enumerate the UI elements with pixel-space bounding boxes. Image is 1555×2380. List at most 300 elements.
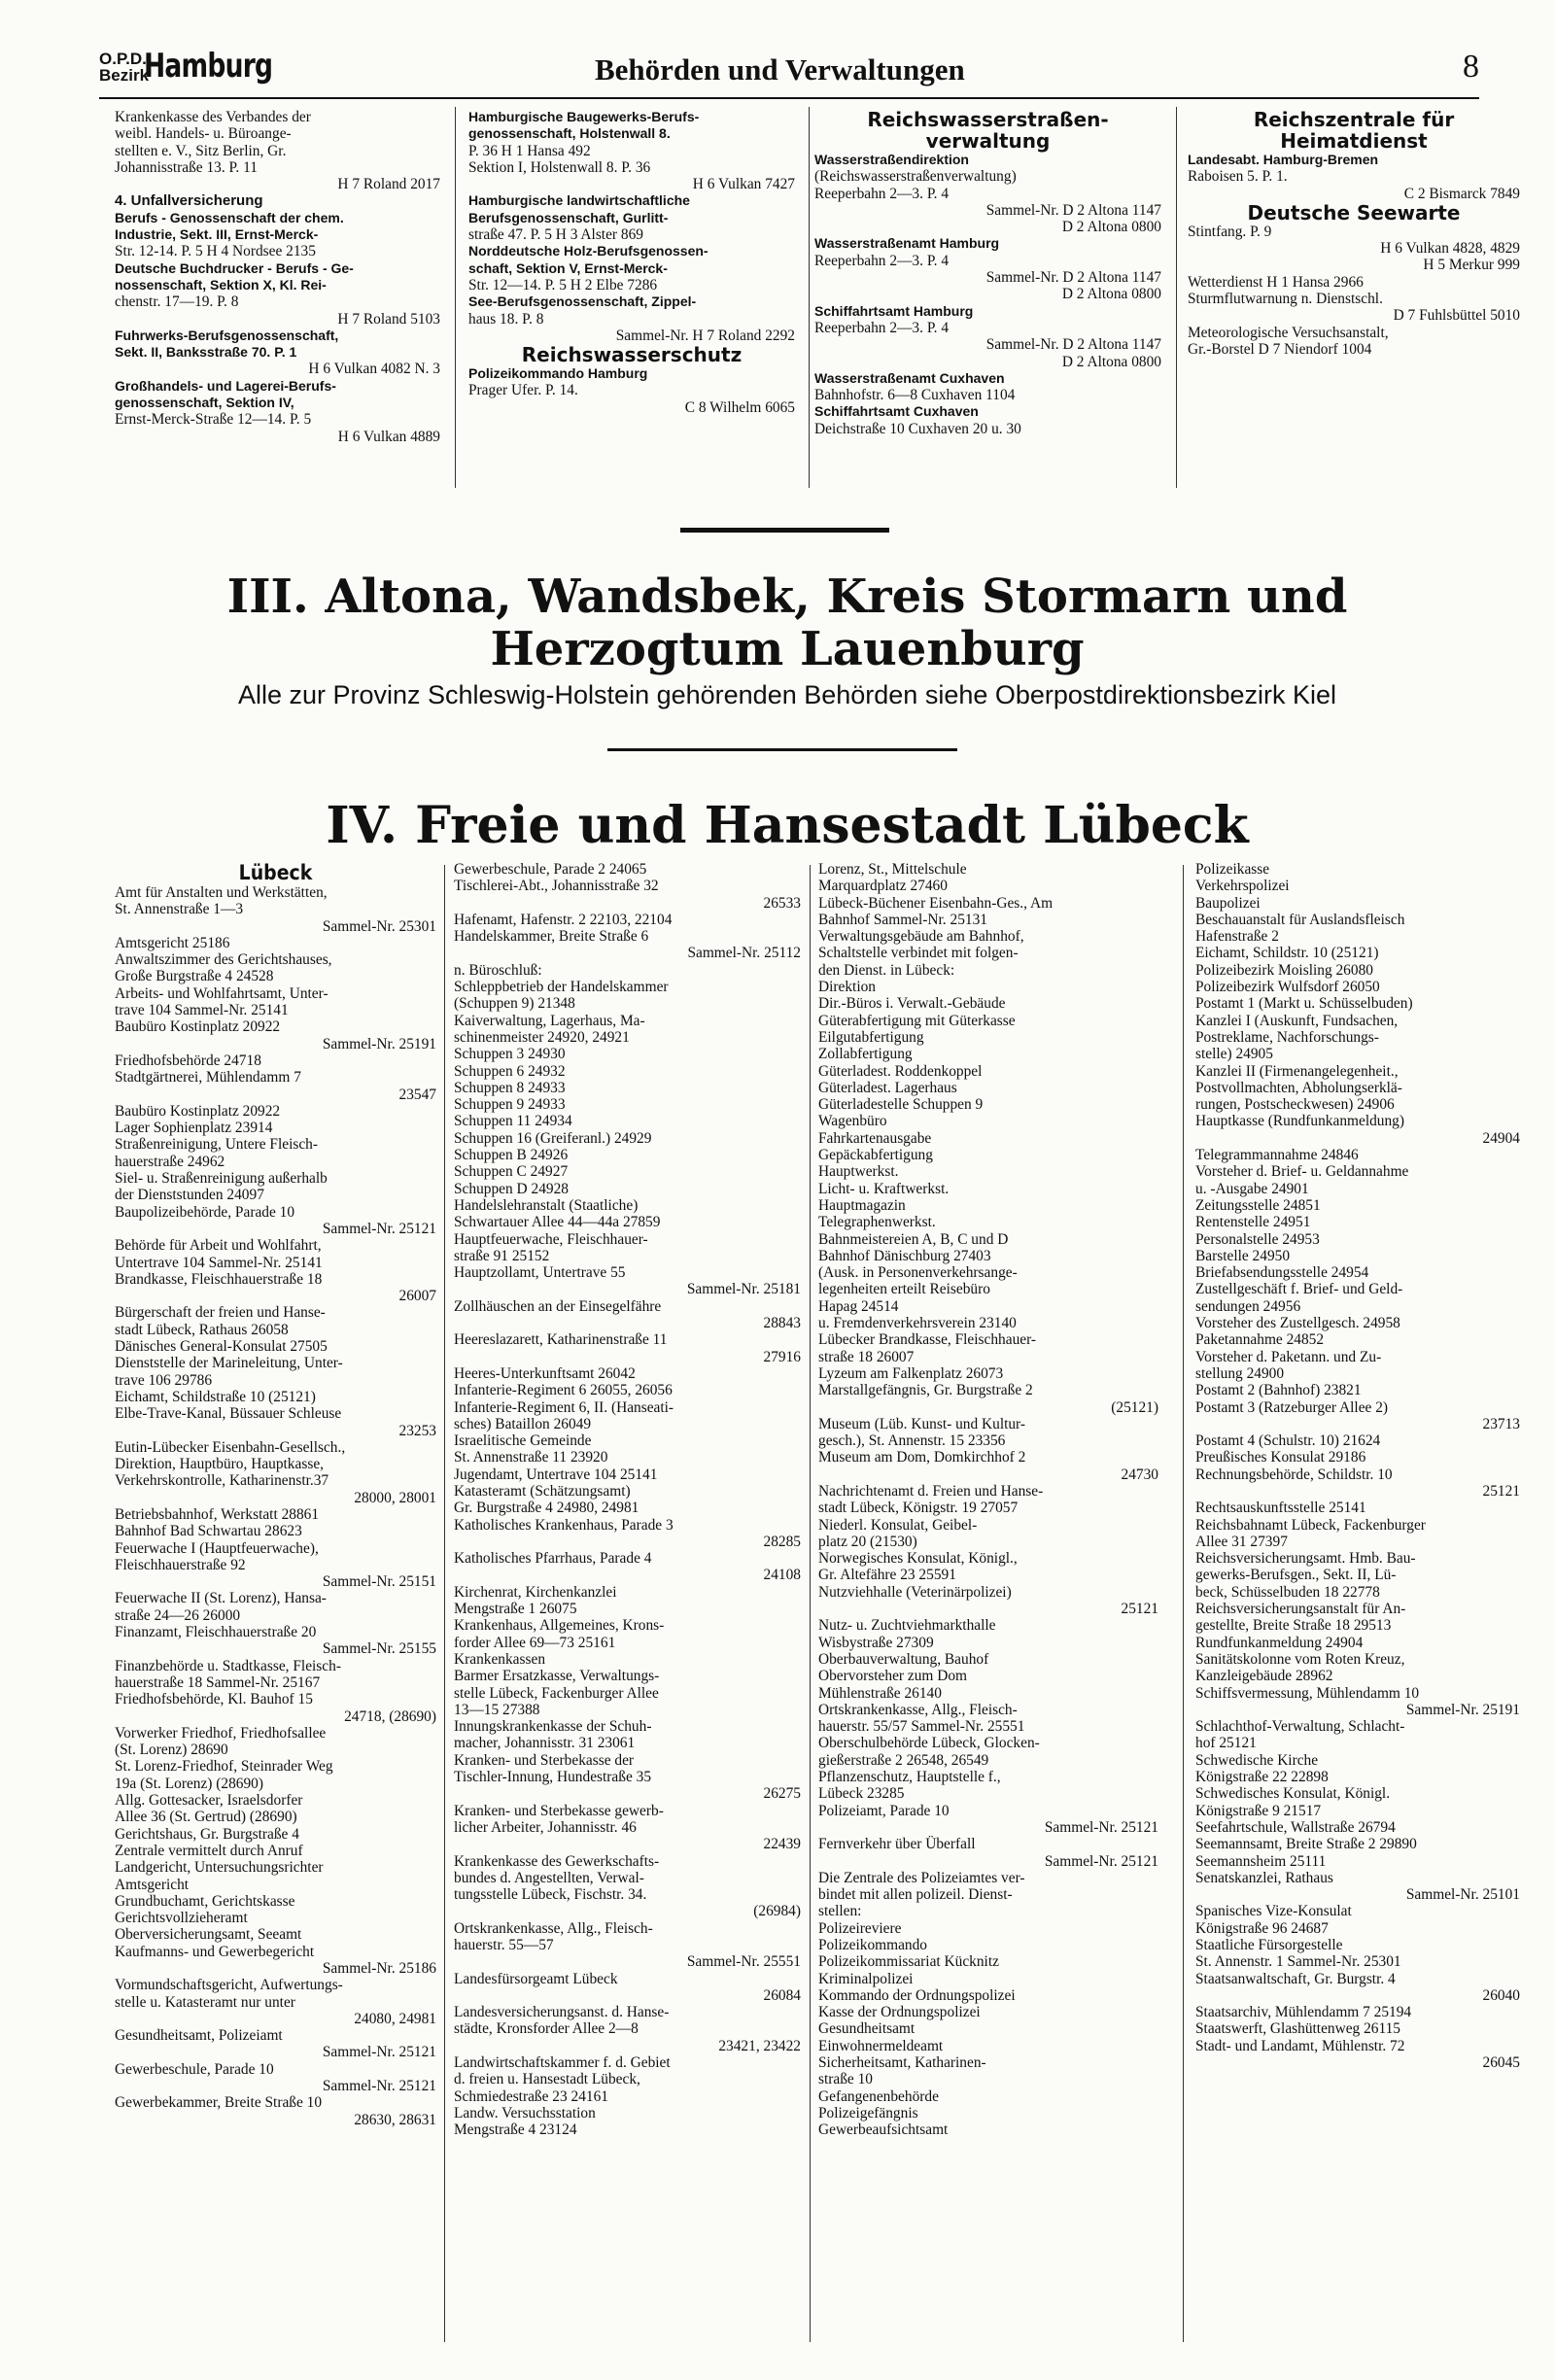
entry-line: Hafenamt, Hafenstr. 2 22103, 22104	[454, 911, 673, 928]
entry-line: Fernverkehr über Überfall	[818, 1836, 976, 1853]
entry-line: tungsstelle Lübeck, Fischstr. 34.	[454, 1886, 647, 1904]
entry-line: 24718, (28690)	[344, 1707, 436, 1725]
entry-line: Katholisches Pfarrhaus, Parade 4	[454, 1550, 652, 1568]
entry-line: schinenmeister 24920, 24921	[454, 1028, 630, 1046]
entry-line: Ortskrankenkasse, Allg., Fleisch-	[818, 1701, 1018, 1718]
entry-line: Sammel-Nr. 25181	[686, 1281, 801, 1298]
entry-line: n. Büroschluß:	[454, 961, 542, 979]
entry-line: Sammel-Nr. 25191	[1405, 1701, 1520, 1718]
entry-line: Lübeck	[238, 861, 313, 884]
page-number: 8	[1463, 49, 1479, 85]
entry-line: Katholisches Krankenhaus, Parade 3	[454, 1516, 674, 1534]
entry-line: Lübeck-Büchener Eisenbahn-Ges., Am	[818, 894, 1054, 912]
entry-line: Handelslehranstalt (Staatliche)	[454, 1196, 639, 1214]
entry-line: Allg. Gottesacker, Israelsdorfer	[115, 1792, 303, 1810]
bottom-column-2	[454, 861, 801, 2139]
entry-line: Marquardplatz 27460	[818, 878, 948, 895]
entry-line: Heimatdienst	[1280, 129, 1428, 153]
column-divider	[444, 865, 445, 2342]
entry-line: Bahnmeistereien A, B, C und D	[818, 1230, 1009, 1248]
entry-line: 27916	[763, 1348, 801, 1365]
top-column-3	[814, 109, 1161, 437]
opd-label: O.P.D. Bezirk	[99, 50, 150, 85]
entry-line: Verkehrskontrolle, Katharinenstr.37	[115, 1472, 329, 1490]
entry-line: stadt Lübeck, Rathaus 26058	[115, 1321, 289, 1338]
entry-line: D 2 Altona 0800	[1061, 353, 1161, 370]
entry-line: Museum am Dom, Domkirchhof 2	[818, 1449, 1026, 1466]
entry-line: Finanzbehörde u. Stadtkasse, Fleisch-	[115, 1657, 341, 1674]
entry-line: Reichsbahnamt Lübeck, Fackenburger	[1195, 1516, 1426, 1534]
entry-line: Hauptzollamt, Untertrave 55	[454, 1264, 626, 1282]
entry-line: Sammel-Nr. H 7 Roland 2292	[615, 327, 795, 344]
entry-line: Str. 12-14. P. 5 H 4 Nordsee 2135	[115, 243, 316, 260]
entry-line: Fleischhauerstraße 92	[115, 1556, 246, 1573]
entry-line: stelle u. Katasteramt nur unter	[115, 1993, 295, 2011]
entry-line: Tischlerei-Abt., Johannisstraße 32	[454, 878, 659, 895]
entry-line: Kriminalpolizei	[818, 1970, 914, 1987]
entry-line: Lübeck 23285	[818, 1785, 905, 1803]
entry-line: Katasteramt (Schätzungsamt)	[454, 1482, 631, 1500]
entry-line: (St. Lorenz) 28690	[115, 1742, 228, 1759]
entry-line: Betriebsbahnhof, Werkstatt 28861	[115, 1505, 320, 1523]
entry-line: Gewerbeschule, Parade 2 24065	[454, 861, 647, 878]
entry-line: Tischler-Innung, Hundestraße 35	[454, 1769, 652, 1786]
entry-line: Gefangenenbehörde	[818, 2087, 939, 2105]
entry-line: Vormundschaftsgericht, Aufwertungs-	[115, 1977, 343, 1994]
entry-line: Hapag 24514	[818, 1297, 899, 1315]
entry-line: Museum (Lüb. Kunst- und Kultur-	[818, 1415, 1026, 1432]
entry-line: Direktion	[818, 979, 876, 996]
entry-line: St. Annenstraße 1—3	[115, 901, 244, 918]
entry-line: 13—15 27388	[454, 1701, 540, 1718]
entry-line: Polizeigefängnis	[818, 2104, 918, 2121]
entry-line: gestellte, Breite Straße 18 29513	[1195, 1617, 1392, 1635]
entry-line: Sammel-Nr. 25121	[322, 2044, 436, 2061]
entry-line: Sturmflutwarnung n. Dienstschl.	[1188, 291, 1383, 308]
entry-line: Spanisches Vize-Konsulat	[1195, 1903, 1352, 1920]
entry-line: Amtsgericht 25186	[115, 934, 230, 951]
entry-line: Postamt 1 (Markt u. Schüsselbuden)	[1195, 995, 1413, 1013]
entry-line: Sammel-Nr. D 2 Altona 1147	[985, 201, 1161, 219]
entry-line: Königstraße 9 21517	[1195, 1802, 1322, 1819]
entry-line: H 7 Roland 5103	[337, 310, 440, 328]
entry-line: Polizeireviere	[818, 1919, 902, 1937]
entry-line: Vorsteher d. Paketann. und Zu-	[1195, 1348, 1382, 1365]
entry-line: Reichszentrale für	[1253, 108, 1455, 131]
entry-line: Staatswerft, Glashüttenweg 26115	[1195, 2020, 1401, 2038]
bottom-column-4	[1195, 861, 1520, 2071]
entry-line: Niederl. Konsulat, Geibel-	[818, 1516, 978, 1534]
entry-line: Krankenkasse des Gewerkschafts-	[454, 1852, 660, 1870]
entry-line: C 8 Wilhelm 6065	[684, 398, 795, 416]
entry-line: Stadt- und Landamt, Mühlenstr. 72	[1195, 2037, 1405, 2054]
entry-line: 26084	[763, 1986, 801, 2004]
entry-line: Seefahrtschule, Wallstraße 26794	[1195, 1818, 1396, 1836]
entry-line: Stadtgärtnerei, Mühlendamm 7	[115, 1069, 301, 1087]
entry-line: Zollhäuschen an der Einsegelfähre	[454, 1297, 662, 1315]
entry-line: Sammel-Nr. 25186	[322, 1960, 436, 1977]
entry-line: Reichsversicherungsamt. Hmb. Bau-	[1195, 1550, 1416, 1568]
entry-line: Krankenkasse des Verbandes der	[115, 109, 311, 125]
entry-line: Briefabsendungsstelle 24954	[1195, 1264, 1369, 1282]
entry-line: macher, Johannisstr. 31 23061	[454, 1735, 636, 1752]
entry-line: Beschauanstalt für Auslandsfleisch	[1195, 911, 1405, 928]
entry-line: Lorenz, St., Mittelschule	[818, 861, 967, 878]
entry-line: Direktion, Hauptbüro, Hauptkasse,	[115, 1456, 324, 1473]
section-title: Behörden und Verwaltungen	[595, 52, 965, 86]
entry-line: Eichamt, Schildstr. 10 (25121)	[1195, 945, 1379, 962]
entry-line: Reeperbahn 2—3. P. 4	[814, 185, 950, 202]
entry-line: Ortskrankenkasse, Allg., Fleisch-	[454, 1919, 653, 1937]
entry-line: Gr.-Borstel D 7 Niendorf 1004	[1188, 340, 1372, 358]
entry-line: 28843	[763, 1315, 801, 1332]
entry-line: Krankenkassen	[454, 1650, 546, 1668]
entry-line: Innungskrankenkasse der Schuh-	[454, 1718, 652, 1736]
entry-line: stellen:	[818, 1903, 862, 1920]
entry-line: Landgericht, Untersuchungsrichter	[115, 1859, 324, 1877]
entry-line: Gr. Burgstraße 4 24980, 24981	[454, 1500, 639, 1517]
entry-line: Hauptwerkst.	[818, 1163, 899, 1181]
entry-line: Lübecker Brandkasse, Fleischhauer-	[818, 1331, 1037, 1349]
entry-line: Landw. Versuchsstation	[454, 2104, 596, 2121]
entry-line: Jugendamt, Untertrave 104 25141	[454, 1466, 658, 1483]
entry-line: Polizeikasse	[1195, 861, 1270, 878]
entry-line: H 5 Merkur 999	[1423, 257, 1520, 274]
entry-line: St. Annenstr. 1 Sammel-Nr. 25301	[1195, 1953, 1401, 1971]
entry-line: Schuppen 11 24934	[454, 1113, 572, 1130]
entry-line: 23253	[398, 1422, 436, 1439]
entry-line: (26984)	[753, 1903, 801, 1920]
entry-line: Zeitungsstelle 24851	[1195, 1196, 1321, 1214]
entry-line: bindet mit allen polizeil. Dienst-	[818, 1886, 1013, 1904]
entry-line: Nachrichtenamt d. Freien und Hanse-	[818, 1482, 1044, 1500]
entry-line: Zustellgeschäft f. Brief- und Geld-	[1195, 1281, 1403, 1298]
entry-line: 23547	[398, 1086, 436, 1103]
entry-line: Straßenreinigung, Untere Fleisch-	[115, 1136, 318, 1154]
entry-line: P. 36 H 1 Hansa 492	[468, 142, 591, 159]
entry-line: Schiffsvermessung, Mühlendamm 10	[1195, 1684, 1420, 1702]
entry-line: Seemannsheim 25111	[1195, 1852, 1327, 1870]
entry-line: 24108	[763, 1567, 801, 1584]
entry-line: Sektion I, Holstenwall 8. P. 36	[468, 158, 651, 176]
entry-line: Hamburgische landwirtschaftliche	[468, 192, 690, 209]
entry-line: Postreklame, Nachforschungs-	[1195, 1028, 1379, 1046]
entry-line: Gewerbekammer, Breite Straße 10	[115, 2094, 323, 2112]
top-column-2	[468, 109, 795, 416]
entry-line: Heeres-Unterkunftsamt 26042	[454, 1364, 636, 1382]
entry-line: sches) Bataillon 26049	[454, 1415, 592, 1432]
entry-line: Schlachthof-Verwaltung, Schlacht-	[1195, 1718, 1405, 1736]
entry-line: Personalstelle 24953	[1195, 1230, 1320, 1248]
entry-line: 4. Unfallversicherung	[115, 192, 263, 210]
entry-line: 26040	[1482, 1986, 1520, 2004]
entry-line: 24730	[1121, 1466, 1158, 1483]
entry-line: Polizeibezirk Wulfsdorf 26050	[1195, 979, 1380, 996]
entry-line: Baupolizeibehörde, Parade 10	[115, 1203, 295, 1221]
entry-line: 26007	[398, 1288, 436, 1305]
entry-line: Rechnungsbehörde, Schildstr. 10	[1195, 1466, 1393, 1483]
entry-line: Gesundheitsamt	[818, 2020, 916, 2038]
column-divider	[1183, 865, 1184, 2342]
entry-line: Gerichtshaus, Gr. Burgstraße 4	[115, 1825, 299, 1843]
entry-line: 28630, 28631	[354, 2111, 436, 2128]
entry-line: Güterladest. Roddenkoppel	[818, 1062, 983, 1080]
entry-line: 28000, 28001	[354, 1489, 436, 1506]
entry-line: Israelitische Gemeinde	[454, 1432, 592, 1450]
entry-line: Postvollmachten, Abholungserklä-	[1195, 1079, 1402, 1096]
entry-line: (Ausk. in Personenverkehrsange-	[818, 1264, 1018, 1282]
entry-line: Sanitätskolonne vom Roten Kreuz,	[1195, 1650, 1405, 1668]
entry-line: Mühlenstraße 26140	[818, 1684, 942, 1702]
entry-line: Raboisen 5. P. 1.	[1188, 168, 1288, 186]
city-title: Hamburg	[144, 47, 273, 86]
entry-line: Polizeibezirk Moisling 26080	[1195, 961, 1373, 979]
entry-line: Berufs - Genossenschaft der chem.	[115, 209, 344, 225]
entry-line: gesch.), St. Annenstr. 15 23356	[818, 1432, 1006, 1450]
section-4-title: IV. Freie und Hansestadt Lübeck	[326, 796, 1249, 855]
entry-line: Sammel-Nr. 25151	[322, 1573, 436, 1591]
entry-line: Baupolizei	[1195, 894, 1261, 912]
entry-line: haus 18. P. 8	[468, 310, 544, 328]
entry-line: Stintfang. P. 9	[1188, 223, 1272, 240]
entry-line: 26533	[763, 894, 801, 912]
entry-line: Polizeikommando Hamburg	[468, 365, 648, 382]
entry-line: Wasserstraßenamt Hamburg	[814, 235, 1000, 252]
entry-line: Schwedisches Konsulat, Königl.	[1195, 1785, 1391, 1803]
entry-line: licher Arbeiter, Johannisstr. 46	[454, 1818, 637, 1836]
entry-line: Obervorsteher zum Dom	[818, 1668, 968, 1685]
entry-line: Sammel-Nr. 25101	[1405, 1886, 1520, 1904]
entry-line: verwaltung	[925, 129, 1051, 153]
entry-line: Krankenhaus, Allgemeines, Krons-	[454, 1617, 665, 1635]
entry-line: stelle) 24905	[1195, 1046, 1273, 1063]
entry-line: schaft, Sektion V, Ernst-Merck-	[468, 259, 668, 276]
entry-line: gewerks-Berufsgen., Sekt. II, Lü-	[1195, 1567, 1397, 1584]
entry-line: Gr. Altefähre 23 25591	[818, 1567, 956, 1584]
entry-line: Güterladest. Lagerhaus	[818, 1079, 957, 1096]
entry-line: Rentenstelle 24951	[1195, 1214, 1311, 1231]
entry-line: Prager Ufer. P. 14.	[468, 382, 578, 399]
section-3-title-line2: Herzogtum Lauenburg	[490, 622, 1085, 676]
entry-line: Deutsche Buchdrucker - Berufs - Ge-	[115, 259, 354, 276]
entry-line: Kanzleigebäude 28962	[1195, 1668, 1333, 1685]
entry-line: Oberbauverwaltung, Bauhof	[818, 1650, 989, 1668]
entry-line: Marstallgefängnis, Gr. Burgstraße 2	[818, 1382, 1033, 1399]
entry-line: Pflanzenschutz, Hauptstelle f.,	[818, 1769, 1001, 1786]
entry-line: Reichsversicherungsanstalt für An-	[1195, 1601, 1406, 1618]
entry-line: hauerstr. 55/57 Sammel-Nr. 25551	[818, 1718, 1025, 1736]
entry-line: Heereslazarett, Katharinenstraße 11	[454, 1331, 668, 1349]
entry-line: Nutzviehhalle (Veterinärpolizei)	[818, 1583, 1012, 1601]
entry-line: (Reichswasserstraßenverwaltung)	[814, 168, 1017, 186]
entry-line: straße 47. P. 5 H 3 Alster 869	[468, 226, 643, 244]
entry-line: Sammel-Nr. D 2 Altona 1147	[985, 336, 1161, 354]
entry-line: Sicherheitsamt, Katharinen-	[818, 2054, 986, 2072]
entry-line: C 2 Bismarck 7849	[1403, 185, 1520, 202]
entry-line: Wagenbüro	[818, 1113, 887, 1130]
entry-line: Schuppen D 24928	[454, 1180, 569, 1197]
entry-line: Schuppen C 24927	[454, 1163, 569, 1181]
entry-line: beck, Schüsselbuden 18 22778	[1195, 1583, 1380, 1601]
entry-line: genossenschaft, Sektion IV,	[115, 395, 294, 411]
entry-line: 22439	[763, 1836, 801, 1853]
entry-line: Landesversicherungsanst. d. Hanse-	[454, 2004, 670, 2021]
entry-line: Berufsgenossenschaft, Gurlitt-	[468, 209, 669, 225]
entry-line: Gesundheitsamt, Polizeiamt	[115, 2027, 283, 2045]
section-3-subtitle: Alle zur Provinz Schleswig-Holstein gehörenden Behörden siehe Oberpostdirektionsbezirk Kiel	[237, 680, 1337, 709]
entry-line: Deutsche Seewarte	[1247, 200, 1461, 224]
entry-line: See-Berufsgenossenschaft, Zippel-	[468, 293, 697, 310]
entry-line: Bahnhofstr. 6—8 Cuxhaven 1104	[814, 387, 1016, 404]
entry-line: u. -Ausgabe 24901	[1195, 1180, 1309, 1197]
entry-line: Polizeikommando	[818, 1937, 927, 1953]
entry-line: Hauptmagazin	[818, 1196, 906, 1214]
entry-line: Sammel-Nr. 25112	[687, 945, 801, 962]
entry-line: Handelskammer, Breite Straße 6	[454, 928, 649, 946]
entry-line: 19a (St. Lorenz) (28690)	[115, 1775, 264, 1792]
entry-line: Lager Sophienplatz 23914	[115, 1120, 273, 1137]
entry-line: Baubüro Kostinplatz 20922	[115, 1018, 281, 1036]
entry-line: städte, Kronsforder Allee 2—8	[454, 2020, 639, 2038]
entry-line: Wetterdienst H 1 Hansa 2966	[1188, 273, 1364, 291]
entry-line: den Dienst. in Lübeck:	[818, 961, 955, 979]
entry-line: Friedhofsbehörde, Kl. Bauhof 15	[115, 1691, 313, 1708]
entry-line: Hauptkasse (Rundfunkanmeldung)	[1195, 1113, 1404, 1130]
entry-line: 26275	[763, 1785, 801, 1803]
entry-line: stelle Lübeck, Fackenburger Allee	[454, 1684, 659, 1702]
entry-line: Polizeikommissariat Kücknitz	[818, 1953, 999, 1971]
entry-line: Verkehrspolizei	[1195, 878, 1290, 895]
entry-line: Hamburgische Baugewerks-Berufs-	[468, 109, 700, 124]
entry-line: Oberschulbehörde Lübeck, Glocken-	[818, 1735, 1040, 1752]
entry-line: Hauptfeuerwache, Fleischhauer-	[454, 1230, 648, 1248]
entry-line: bundes d. Angestellten, Verwal-	[454, 1869, 644, 1886]
entry-line: Schuppen 6 24932	[454, 1062, 566, 1080]
entry-line: Amt für Anstalten und Werkstätten,	[115, 884, 328, 901]
entry-line: Infanterie-Regiment 6 26055, 26056	[454, 1382, 673, 1399]
entry-line: Sammel-Nr. 25301	[322, 917, 436, 935]
entry-line: Infanterie-Regiment 6, II. (Hanseati-	[454, 1398, 674, 1416]
entry-line: Postamt 4 (Schulstr. 10) 21624	[1195, 1432, 1381, 1450]
header-rule	[99, 97, 1479, 99]
entry-line: Hafenstraße 2	[1195, 928, 1279, 946]
entry-line: Schmiedestraße 23 24161	[454, 2087, 609, 2105]
entry-line: Schaltstelle verbindet mit folgen-	[818, 945, 1019, 962]
entry-line: Baubüro Kostinplatz 20922	[115, 1102, 281, 1120]
entry-line: chenstr. 17—19. P. 8	[115, 293, 239, 311]
entry-line: 25121	[1482, 1482, 1520, 1500]
entry-line: Kirchenrat, Kirchenkanzlei	[454, 1583, 617, 1601]
entry-line: Kranken- und Sterbekasse der	[454, 1751, 635, 1769]
entry-line: Bahnhof Sammel-Nr. 25131	[818, 911, 987, 928]
entry-line: Siel- u. Straßenreinigung außerhalb	[115, 1170, 328, 1188]
entry-line: Reichswasserschutz	[521, 343, 743, 367]
entry-line: Königstraße 22 22898	[1195, 1769, 1329, 1786]
entry-line: Brandkasse, Fleischhauerstraße 18	[115, 1270, 323, 1288]
entry-line: der Dienststunden 24097	[115, 1187, 264, 1204]
entry-line: Eichamt, Schildstraße 10 (25121)	[115, 1388, 316, 1405]
entry-line: Zollabfertigung	[818, 1046, 913, 1063]
entry-line: Preußisches Konsulat 29186	[1195, 1449, 1366, 1466]
entry-line: Deichstraße 10 Cuxhaven 20 u. 30	[814, 420, 1021, 437]
entry-line: Bahnhof Bad Schwartau 28623	[115, 1523, 302, 1540]
entry-line: 26045	[1482, 2054, 1520, 2072]
entry-line: Wisbystraße 27309	[818, 1634, 934, 1651]
entry-line: Landwirtschaftskammer f. d. Gebiet	[454, 2054, 671, 2072]
entry-line: Anwaltszimmer des Gerichtshauses,	[115, 951, 332, 969]
entry-line: Norwegisches Konsulat, Königl.,	[818, 1550, 1018, 1568]
bottom-column-1	[115, 861, 436, 2128]
entry-line: Finanzamt, Fleischhauerstraße 20	[115, 1624, 317, 1641]
entry-line: nossenschaft, Sektion X, Kl. Rei-	[115, 276, 327, 293]
entry-line: forder Allee 69—73 25161	[454, 1634, 616, 1651]
entry-line: Eilgutabfertigung	[818, 1028, 924, 1046]
entry-line: Dienststelle der Marineleitung, Unter-	[115, 1355, 343, 1372]
entry-line: Schuppen 9 24933	[454, 1096, 566, 1114]
entry-line: Verwaltungsgebäude am Bahnhof,	[818, 928, 1024, 946]
entry-line: Licht- u. Kraftwerkst.	[818, 1180, 950, 1197]
column-divider	[455, 107, 456, 488]
column-divider	[810, 865, 811, 2342]
top-column-4	[1188, 109, 1520, 358]
separator-bar	[607, 748, 957, 751]
entry-line: Postamt 3 (Ratzeburger Allee 2)	[1195, 1398, 1389, 1416]
entry-line: Behörde für Arbeit und Wohlfahrt,	[115, 1237, 322, 1255]
entry-line: Gewerbeschule, Parade 10	[115, 2060, 274, 2078]
entry-line: 24904	[1482, 1129, 1520, 1147]
entry-line: d. freien u. Hansestadt Lübeck,	[454, 2071, 640, 2088]
entry-line: Feuerwache II (St. Lorenz), Hansa-	[115, 1590, 327, 1607]
entry-line: Bürgerschaft der freien und Hanse-	[115, 1304, 326, 1322]
entry-line: Paketannahme 24852	[1195, 1331, 1325, 1349]
column-divider	[809, 107, 810, 488]
entry-line: Barstelle 24950	[1195, 1247, 1291, 1264]
entry-line: gießerstraße 2 26548, 26549	[818, 1751, 989, 1769]
entry-line: Kasse der Ordnungspolizei	[818, 2004, 981, 2021]
entry-line: H 6 Vulkan 4828, 4829	[1380, 240, 1520, 258]
entry-line: Güterabfertigung mit Güterkasse	[818, 1012, 1016, 1029]
entry-line: Wasserstraßendirektion	[814, 152, 969, 167]
entry-line: 23421, 23422	[718, 2037, 801, 2054]
entry-line: Str. 12—14. P. 5 H 2 Elbe 7286	[468, 276, 658, 293]
entry-line: Seemannsamt, Breite Straße 2 29890	[1195, 1836, 1417, 1853]
entry-line: Rundfunkanmeldung 24904	[1195, 1634, 1364, 1651]
entry-line: straße 18 26007	[818, 1348, 915, 1365]
entry-line: Sammel-Nr. 25121	[1044, 1818, 1158, 1836]
entry-line: straße 24—26 26000	[115, 1606, 241, 1624]
entry-line: Barmer Ersatzkasse, Verwaltungs-	[454, 1668, 660, 1685]
entry-line: Kaiverwaltung, Lagerhaus, Ma-	[454, 1012, 645, 1029]
entry-line: hauerstraße 24962	[115, 1153, 225, 1170]
entry-line: Polizeiamt, Parade 10	[818, 1802, 950, 1819]
section-3-title-line1: III. Altona, Wandsbek, Kreis Stormarn und	[226, 569, 1348, 624]
entry-line: Telegrammannahme 24846	[1195, 1147, 1359, 1164]
entry-line: Allee 36 (St. Gertrud) (28690)	[115, 1809, 297, 1826]
entry-line: platz 20 (21530)	[818, 1533, 917, 1550]
entry-line: Einwohnermeldeamt	[818, 2037, 944, 2054]
entry-line: Vorsteher d. Brief- u. Geldannahme	[1195, 1163, 1409, 1181]
entry-line: Mengstraße 1 26075	[454, 1601, 577, 1618]
entry-line: D 2 Altona 0800	[1061, 219, 1161, 236]
entry-line: Güterladestelle Schuppen 9	[818, 1096, 984, 1114]
entry-line: Vorsteher des Zustellgesch. 24958	[1195, 1315, 1400, 1332]
entry-line: Postamt 2 (Bahnhof) 23821	[1195, 1382, 1362, 1399]
entry-line: Gerichtsvollzieheramt	[115, 1910, 248, 1927]
entry-line: hof 25121	[1195, 1735, 1257, 1752]
column-divider	[1176, 107, 1177, 488]
entry-line: Großhandels- und Lagerei-Berufs-	[115, 377, 336, 394]
entry-line: Industrie, Sekt. III, Ernst-Merck-	[115, 226, 319, 243]
